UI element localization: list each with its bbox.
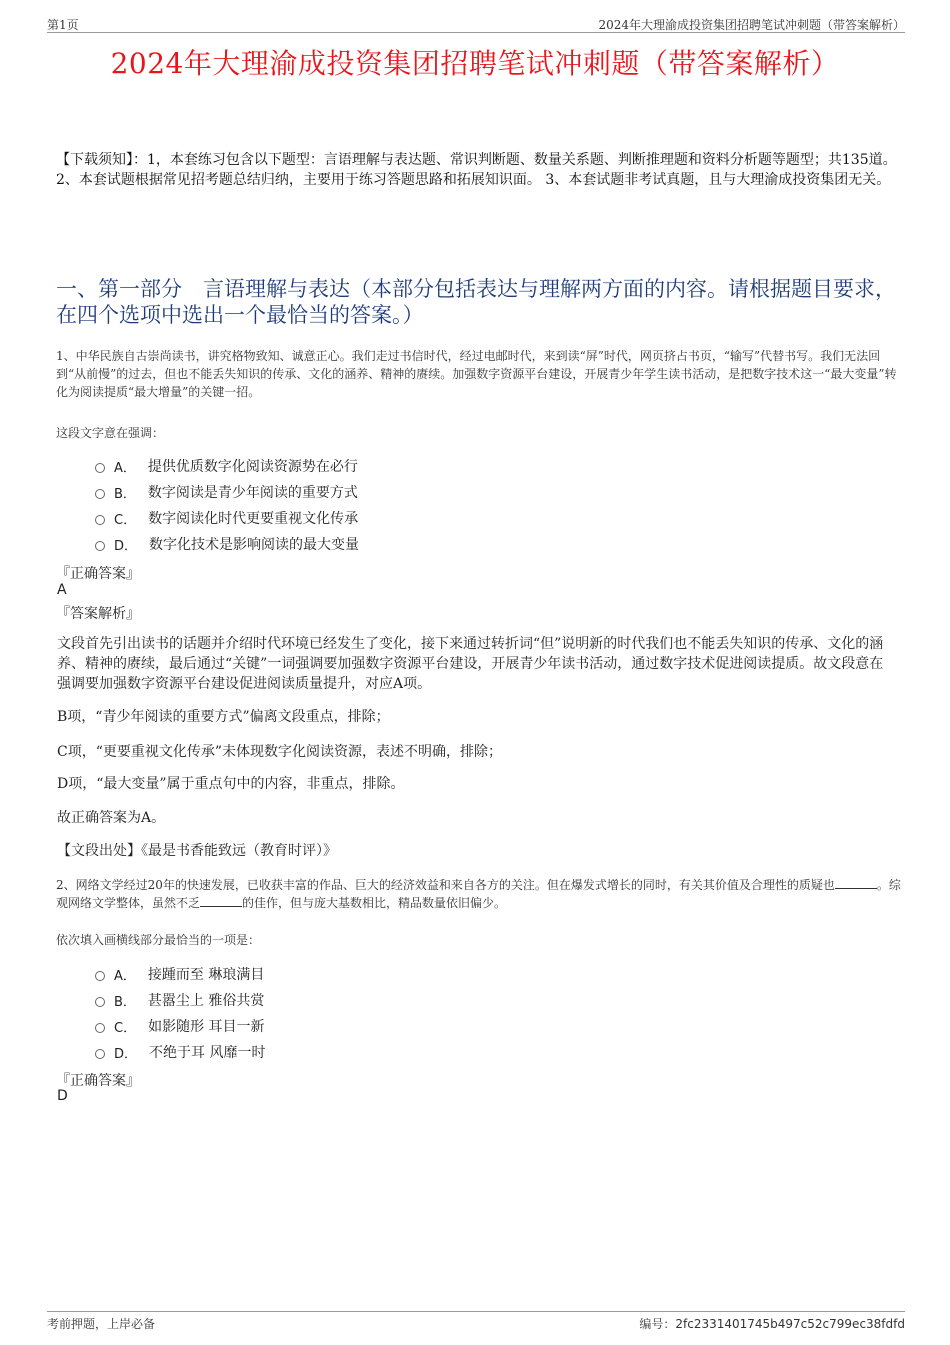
correct-answer-label: 『正确答案』 <box>56 1073 140 1089</box>
option-text: 如影随形 耳目一新 <box>148 1019 265 1035</box>
analysis-option-b: B项，“青少年阅读的重要方式”偏离文段重点，排除； <box>57 709 390 725</box>
option-a[interactable]: A． 接踵而至 琳琅满目 <box>95 961 265 987</box>
radio-icon[interactable] <box>95 997 105 1007</box>
page-title: 2024年大理渝成投资集团招聘笔试冲刺题（带答案解析） <box>110 47 840 80</box>
correct-answer-value: D <box>57 1088 68 1104</box>
radio-icon[interactable] <box>95 515 105 525</box>
analysis-conclusion: 故正确答案为A。 <box>57 810 166 826</box>
question-2-prompt: 依次填入画横线部分最恰当的一项是： <box>56 933 261 947</box>
radio-icon[interactable] <box>95 463 105 473</box>
option-d[interactable]: D． 不绝于耳 风靡一时 <box>95 1039 265 1065</box>
radio-icon[interactable] <box>95 971 105 981</box>
download-notice: 【下载须知】：1，本套练习包含以下题型：言语理解与表达题、常识判断题、数量关系题、判断推理题和资料分析题等题型；共135道。 2、本套试题根据常见招考题总结归纳，主要用于练习答题思路和拓展知识面。 3、本套试题非考试真题，且与大理渝成投资集团无关。 <box>56 152 897 188</box>
analysis-label: 『答案解析』 <box>56 606 140 622</box>
question-1-options <box>95 453 359 557</box>
analysis-option-c: C项，“更要重视文化传承”未体现数字化阅读资源，表述不明确，排除； <box>57 744 503 760</box>
option-text: 接踵而至 琳琅满目 <box>147 967 265 983</box>
blank-line <box>200 895 242 907</box>
document-code: 编号：2fc2331401745b497c52c799ec38fdfd <box>639 1317 905 1331</box>
option-text: 数字阅读化时代更要重视文化传承 <box>148 511 359 527</box>
option-text: 不绝于耳 风靡一时 <box>149 1045 266 1061</box>
option-text: 数字化技术是影响阅读的最大变量 <box>149 537 360 553</box>
question-1-text: 1、中华民族自古崇尚读书，讲究格物致知、诚意正心。我们走过书信时代，经过电邮时代，来到读“屏”时代，网页挤占书页，“输写”代替书写。我们无法回到“从前慢”的过去，但也不能丢失知识的传承、文化的涵养、精神的赓续。加强数字资源平台建设，开展青少年学生读书活动，是把数字技术这一“最大变量”转化为阅读提质“最大增量”的关键一招。 <box>56 349 897 399</box>
option-a[interactable]: A． 提供优质数字化阅读资源势在必行 <box>95 453 359 479</box>
question-2-options <box>95 961 265 1065</box>
correct-answer-label: 『正确答案』 <box>56 566 140 582</box>
analysis-option-d: D项，“最大变量”属于重点句中的内容，非重点，排除。 <box>57 776 405 792</box>
blank-line <box>835 877 877 889</box>
option-d[interactable]: D． 数字化技术是影响阅读的最大变量 <box>95 531 359 557</box>
page-number: 第1页 <box>47 18 79 32</box>
option-b[interactable]: B． 甚嚣尘上 雅俗共赏 <box>95 987 265 1013</box>
page-header <box>47 14 905 33</box>
footer-slogan: 考前押题，上岸必备 <box>47 1317 156 1331</box>
option-c[interactable]: C． 数字阅读化时代更要重视文化传承 <box>95 505 359 531</box>
question-1-prompt: 这段文字意在强调： <box>56 426 165 440</box>
question-2-text: 2、网络文学经过20年的快速发展，已收获丰富的作品、巨大的经济效益和来自各方的关注。但在爆发式增长的同时，有关其价值及合理性的质疑也 。综观网络文学整体，虽然不乏 的佳作，但与庞大基数相比，精品数量依旧偏少。 <box>56 878 901 910</box>
page-footer <box>47 1311 905 1332</box>
radio-icon[interactable] <box>95 1049 105 1059</box>
correct-answer-value: A <box>57 582 67 598</box>
header-doc-title: 2024年大理渝成投资集团招聘笔试冲刺题（带答案解析） <box>598 18 905 32</box>
text-source: 【文段出处】《最是书香能致远（教育时评）》 <box>57 843 337 859</box>
option-text: 甚嚣尘上 雅俗共赏 <box>147 993 265 1009</box>
radio-icon[interactable] <box>95 489 105 499</box>
radio-icon[interactable] <box>95 541 105 551</box>
option-text: 提供优质数字化阅读资源势在必行 <box>147 459 358 475</box>
analysis-text: 文段首先引出读书的话题并介绍时代环境已经发生了变化，接下来通过转折词“但”说明新的时代我们也不能丢失知识的传承、文化的涵养、精神的赓续，最后通过“关键”一词强调要加强数字资源平台建设，开展青少年读书活动，通过数字技术促进阅读提质。故文段意在强调要加强数字资源平台建设促进阅读质量提升，对应A项。 <box>57 636 884 692</box>
option-b[interactable]: B． 数字阅读是青少年阅读的重要方式 <box>95 479 359 505</box>
option-text: 数字阅读是青少年阅读的重要方式 <box>147 485 358 501</box>
radio-icon[interactable] <box>95 1023 105 1033</box>
option-c[interactable]: C． 如影随形 耳目一新 <box>95 1013 265 1039</box>
section-title: 一、第一部分 言语理解与表达（本部分包括表达与理解两方面的内容。请根据题目要求，在四个选项中选出一个最恰当的答案。） <box>56 277 896 327</box>
